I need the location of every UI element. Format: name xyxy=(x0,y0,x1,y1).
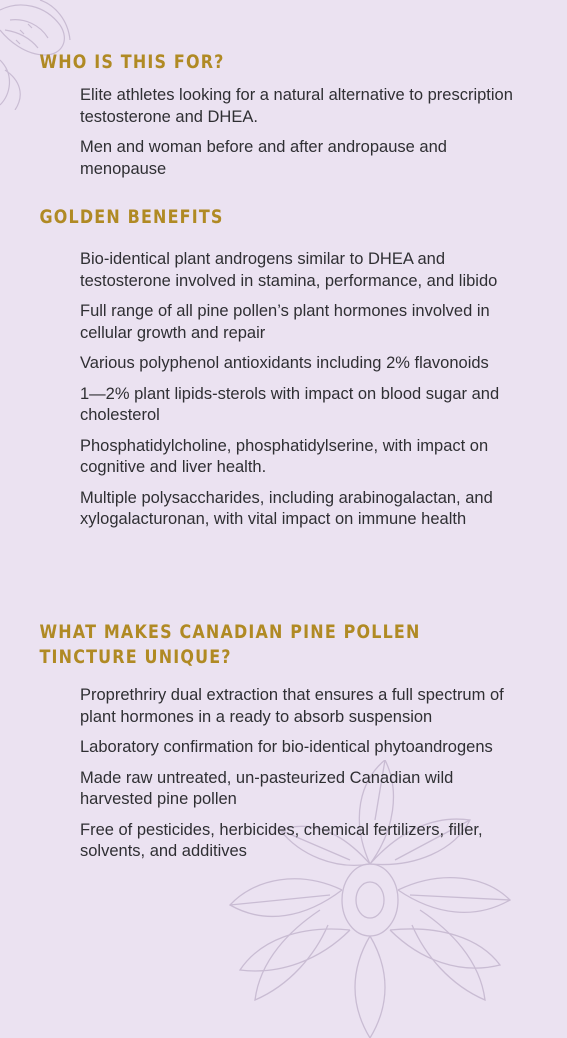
list-item: Bio-identical plant androgens similar to DHEA and testosterone involved in stamina, performance, and libido xyxy=(80,250,498,290)
list-item: 1—2% plant lipids-sterols with impact on blood sugar and cholesterol xyxy=(80,384,500,424)
list-item: Laboratory confirmation for bio-identical phytoandrogens xyxy=(80,738,493,756)
list-item: Phosphatidylcholine, phosphatidylserine, with impact on cognitive and liver health. xyxy=(80,436,489,476)
list-item: Full range of all pine pollen’s plant hormones involved in cellular growth and repair xyxy=(80,302,490,342)
list-item: Multiple polysaccharides, including arabinogalactan, and xylogalacturonan, with vital impact on immune health xyxy=(80,488,493,528)
list-item: Men and woman before and after andropause and menopause xyxy=(80,138,447,178)
list-item: Made raw untreated, un-pasteurized Canadian wild harvested pine pollen xyxy=(80,768,454,808)
item-list xyxy=(0,249,567,531)
section-what-makes-unique xyxy=(0,620,567,872)
list-item: Various polyphenol antioxidants including 2% flavonoids xyxy=(80,354,489,372)
list-item: Free of pesticides, herbicides, chemical fertilizers, filler, solvents, and additives xyxy=(80,820,483,860)
section-who-is-this-for xyxy=(0,50,567,189)
section-heading: WHO IS THIS FOR? xyxy=(39,51,225,73)
section-heading: GOLDEN BENEFITS xyxy=(39,206,224,228)
list-item: Proprethriry dual extraction that ensures a full spectrum of plant hormones in a ready to absorb suspension xyxy=(80,686,504,726)
section-heading-line-1: WHAT MAKES CANADIAN PINE POLLEN xyxy=(39,621,421,643)
section-heading-line-2: TINCTURE UNIQUE? xyxy=(39,646,232,668)
list-item: Elite athletes looking for a natural alternative to prescription testosterone and DHEA. xyxy=(80,86,513,126)
item-list xyxy=(0,685,567,863)
item-list xyxy=(0,85,567,180)
section-golden-benefits xyxy=(0,205,567,540)
